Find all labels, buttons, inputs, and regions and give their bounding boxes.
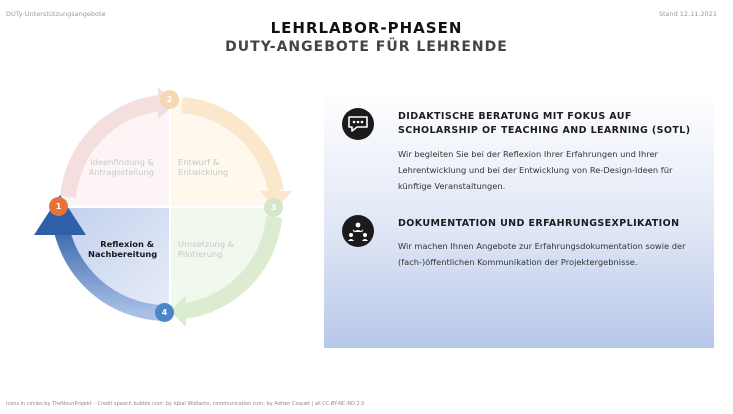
offer-description: Wir begleiten Sie bei der Reflexion Ihrer Erfahrungen und Ihrer Lehrentwicklung und bei der Entwicklung von Re-Design-Ideen für künftige Veranstaltungen.: [398, 149, 673, 191]
offers-panel: [324, 90, 714, 348]
page-title: LEHRLABOR-PHASEN: [270, 19, 463, 37]
date-label: Stand 12.11.2021: [658, 10, 717, 18]
offer-heading: DIDAKTISCHE BERATUNG MIT FOKUS AUF SCHOLARSHIP OF TEACHING AND LEARNING (SOTL): [398, 111, 691, 136]
speech-bubble-icon: [342, 108, 374, 140]
icon-credits: Icons in circles by TheNounProjekt – Credit speech bubble icon: by Iqbal Widianto, communication icon: by Adrien Coquet | all CC-BY-NC-ND 2.0: [6, 401, 365, 407]
phase-label-ideation: Ideenfindung & Antragsstellung: [88, 157, 154, 177]
phase-number-2: 2: [160, 90, 179, 109]
offer-heading: DOKUMENTATION UND ERFAHRUNGSEXPLIKATION: [398, 218, 680, 229]
phase-label-reflection: Reflexion & Nachbereitung: [88, 239, 158, 259]
communication-icon: [342, 215, 374, 247]
phase-number-3: 3: [264, 198, 283, 217]
page-subtitle: DUTY-ANGEBOTE FÜR LEHRENDE: [225, 39, 508, 55]
phase-number-1: 1: [49, 197, 68, 216]
phase-label-implementation: Umsetzung & Pilotierung: [178, 239, 235, 259]
phase-label-design: Entwurf & Entwicklung: [178, 157, 229, 177]
phase-number-4: 4: [155, 303, 174, 322]
offer-description: Wir machen Ihnen Angebote zur Erfahrungsdokumentation sowie der (fach-)öffentlichen Kommunikation der Projektergebnisse.: [398, 241, 686, 267]
presentation-header-label: DUTy-Unterstützungsangebote: [6, 10, 106, 18]
